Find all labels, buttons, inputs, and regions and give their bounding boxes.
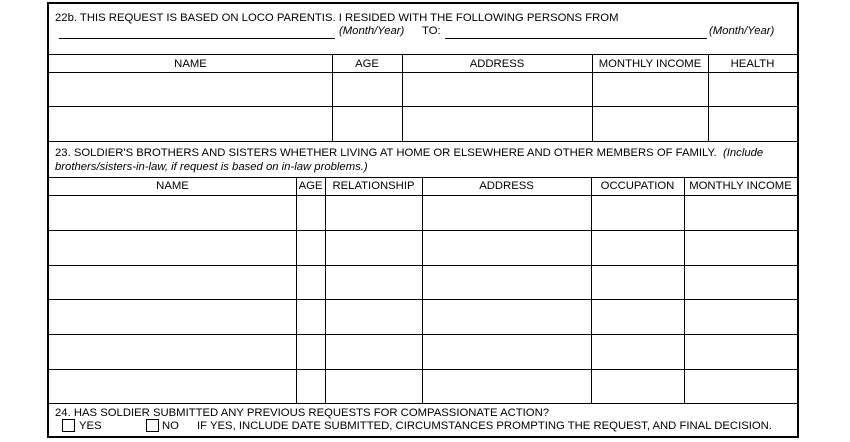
from-date-input[interactable] <box>59 24 335 38</box>
col-header-name: NAME <box>174 58 207 70</box>
no-label: NO <box>162 420 179 432</box>
to-date-input[interactable] <box>445 24 707 38</box>
table-22b-row[interactable] <box>49 73 797 106</box>
col-header-name: NAME <box>156 180 189 192</box>
col-header-monthly-income: MONTHLY INCOME <box>598 58 702 70</box>
table-23-row[interactable] <box>49 300 797 334</box>
table-23-row[interactable] <box>49 370 797 403</box>
col-header-age: AGE <box>298 180 323 192</box>
col-header-occupation: OCCUPATION <box>600 180 675 192</box>
compassionate-request-form <box>47 2 799 438</box>
section-23-bottom-rule <box>49 403 797 404</box>
table-23-row[interactable] <box>49 266 797 299</box>
to-label: TO: <box>422 25 441 37</box>
from-date-hint: (Month/Year) <box>339 25 405 37</box>
table-22b-row[interactable] <box>49 107 797 141</box>
section-22b-bottom-rule <box>49 141 797 142</box>
col-header-relationship: RELATIONSHIP <box>332 180 415 192</box>
section-22b-title: 22b. THIS REQUEST IS BASED ON LOCO PARENTIS. I RESIDED WITH THE FOLLOWING PERSONS FROM <box>55 12 619 24</box>
section-24-instruction: IF YES, INCLUDE DATE SUBMITTED, CIRCUMSTANCES PROMPTING THE REQUEST, AND FINAL DECISION. <box>197 420 772 432</box>
col-header-address: ADDRESS <box>479 180 534 192</box>
table-23-row[interactable] <box>49 231 797 265</box>
table-23-row[interactable] <box>49 335 797 369</box>
section-23-title-text: 23. SOLDIER'S BROTHERS AND SISTERS WHETHER LIVING AT HOME OR ELSEWHERE AND OTHER MEMBERS OF FAMILY. <box>55 147 717 159</box>
to-date-line <box>445 38 707 39</box>
table-23-row[interactable] <box>49 196 797 230</box>
section-23-note-start: (Include <box>722 147 764 159</box>
col-header-age: AGE <box>355 58 379 70</box>
no-checkbox[interactable] <box>146 419 159 432</box>
section-23-note: brothers/sisters-in-law, if request is based on in-law problems.) <box>55 161 368 173</box>
from-date-line <box>59 38 335 39</box>
to-date-hint: (Month/Year) <box>709 25 775 37</box>
yes-label: YES <box>79 420 102 432</box>
table-22b-top-rule <box>49 54 797 55</box>
section-23-title <box>55 147 763 160</box>
col-header-address: ADDRESS <box>469 58 525 70</box>
yes-checkbox[interactable] <box>62 419 75 432</box>
col-header-health: HEALTH <box>730 58 775 70</box>
section-24-title: 24. HAS SOLDIER SUBMITTED ANY PREVIOUS REQUESTS FOR COMPASSIONATE ACTION? <box>55 407 550 419</box>
col-header-monthly-income: MONTHLY INCOME <box>689 180 792 192</box>
